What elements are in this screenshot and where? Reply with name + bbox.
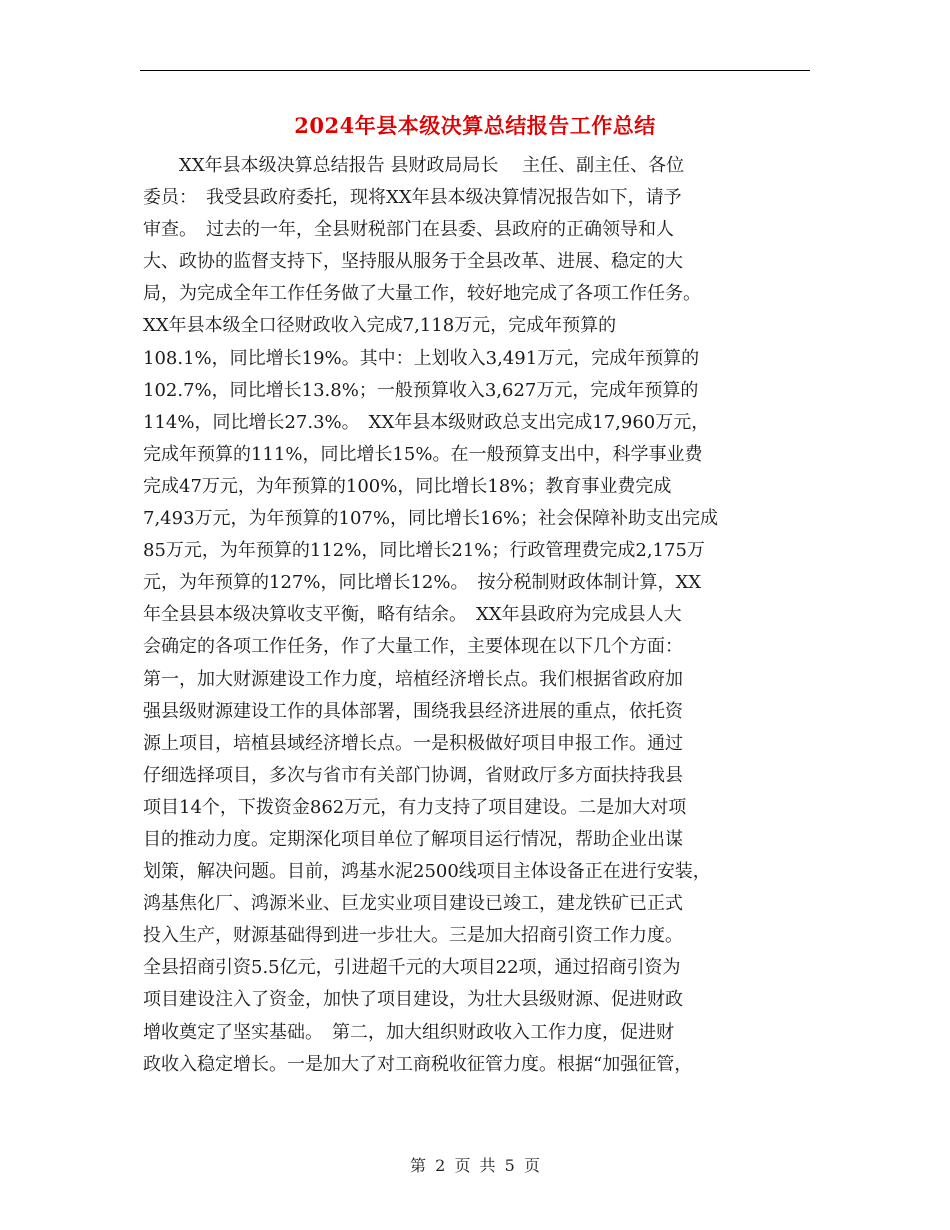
body-line: 年全县县本级决算收支平衡，略有结余。 XX年县政府为完成县人大 <box>143 604 682 626</box>
body-line: 委员： 我受县政府委托，现将XX年县本级决算情况报告如下，请予 <box>143 187 682 209</box>
footer-suffix: 页 <box>523 1156 540 1175</box>
body-line: XX年县本级全口径财政收入完成7,118万元，完成年预算的 <box>143 315 617 337</box>
body-line: 完成年预算的111%，同比增长15%。在一般预算支出中，科学事业费 <box>143 443 703 465</box>
footer-prefix: 第 <box>410 1156 427 1175</box>
body-line: 大、政协的监督支持下，坚持服从服务于全县改革、进展、稳定的大 <box>143 251 683 273</box>
body-line: 强县级财源建设工作的具体部署，围绕我县经济进展的重点，依托资 <box>143 700 683 722</box>
body-line: 完成47万元，为年预算的100%，同比增长18%；教育事业费完成 <box>143 475 672 497</box>
body-line: 局，为完成全年工作任务做了大量工作，较好地完成了各项工作任务。 <box>143 283 701 305</box>
body-line: 全县招商引资5.5亿元，引进超千元的大项目22项，通过招商引资为 <box>143 957 681 979</box>
body-line: 会确定的各项工作任务，作了大量工作，主要体现在以下几个方面： <box>143 636 683 658</box>
header-rule <box>140 70 810 71</box>
document-title: 2024年县本级决算总结报告工作总结 <box>294 113 656 138</box>
body-line: 85万元，为年预算的112%，同比增长21%；行政管理费完成2,175万 <box>143 540 705 562</box>
body-line: 源上项目，培植县域经济增长点。一是积极做好项目申报工作。通过 <box>143 732 683 754</box>
body-line: 102.7%，同比增长13.8%；一般预算收入3,627万元，完成年预算的 <box>143 379 699 401</box>
body-line: 第一，加大财源建设工作力度，培植经济增长点。我们根据省政府加 <box>143 668 683 690</box>
body-line: 鸿基焦化厂、鸿源米业、巨龙实业项目建设已竣工，建龙铁矿已正式 <box>143 893 683 915</box>
body-line: 项目14个，下拨资金862万元，有力支持了项目建设。二是加大对项 <box>143 796 687 818</box>
body-line: 元，为年预算的127%，同比增长12%。 按分税制财政体制计算，XX <box>143 572 702 594</box>
body-line: 投入生产，财源基础得到进一步壮大。三是加大招商引资工作力度。 <box>143 925 683 947</box>
body-line: 审查。 过去的一年，全县财税部门在县委、县政府的正确领导和人 <box>143 219 674 241</box>
body-line: 目的推动力度。定期深化项目单位了解项目运行情况，帮助企业出谋 <box>143 828 683 850</box>
document-body <box>143 150 813 1081</box>
body-line: 项目建设注入了资金，加快了项目建设，为壮大县级财源、促进财政 <box>143 989 683 1011</box>
body-line: 增收奠定了坚实基础。 第二，加大组织财政收入工作力度，促进财 <box>143 1021 674 1043</box>
page-footer <box>0 1153 950 1176</box>
body-line: XX年县本级决算总结报告 县财政局局长 主任、副主任、各位 <box>143 155 685 176</box>
current-page-number: 2 <box>435 1156 446 1175</box>
footer-page-label: 页 <box>454 1156 471 1175</box>
total-pages-number: 5 <box>504 1156 515 1175</box>
body-line: 7,493万元，为年预算的107%，同比增长16%；社会保障补助支出完成 <box>143 508 718 530</box>
body-line: 政收入稳定增长。一是加大了对工商税收征管力度。根据“加强征管， <box>143 1053 693 1075</box>
body-line: 划策，解决问题。目前，鸿基水泥2500线项目主体设备正在进行安装， <box>143 861 711 883</box>
body-line: 仔细选择项目，多次与省市有关部门协调，省财政厅多方面扶持我县 <box>143 764 683 786</box>
body-line: 108.1%，同比增长19%。其中：上划收入3,491万元，完成年预算的 <box>143 347 700 369</box>
footer-total-label: 共 <box>479 1156 496 1175</box>
body-line: 114%，同比增长27.3%。 XX年县本级财政总支出完成17,960万元， <box>143 411 710 433</box>
